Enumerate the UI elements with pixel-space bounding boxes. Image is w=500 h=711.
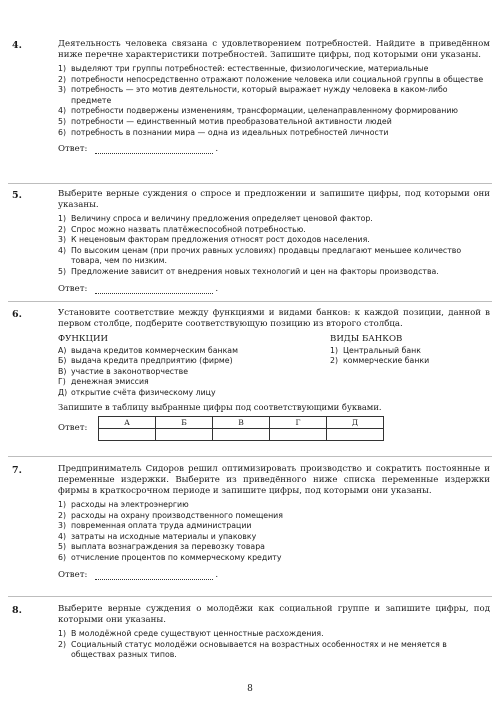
option-item: 4) потребности подвержены изменениям, трансформации, целенаправленному формированию — [58, 106, 458, 116]
option-item: 1) расходы на электроэнергию — [58, 500, 189, 509]
page-number: 8 — [247, 684, 253, 694]
question-5 — [22, 189, 490, 294]
question-4-text: Деятельность человека связана с удовлетворением потребностей. Найдите в приведённом ниже перечне характеристики потребностей. Запишите цифры, под которыми они указаны. — [58, 39, 490, 60]
functions-heading: ФУНКЦИИ — [58, 334, 108, 344]
bank-type-item: 1) Центральный банк — [330, 345, 421, 355]
matching-columns — [58, 334, 490, 399]
question-5-options — [58, 214, 490, 278]
answer-table — [98, 416, 384, 441]
answer-cell[interactable] — [327, 428, 384, 440]
divider — [8, 456, 492, 457]
option-item: 3) потребность — это мотив деятельности, который выражает нужду человека в каком-либо предмете — [58, 85, 448, 105]
answer-field[interactable] — [95, 570, 213, 580]
table-instruction: Запишите в таблицу выбранные цифры под соответствующими буквами. — [58, 401, 382, 412]
answer-label: Ответ: — [58, 283, 88, 294]
answer-label: Ответ: — [58, 569, 88, 580]
question-4-answer: Ответ: . — [58, 144, 219, 155]
question-7-options — [58, 500, 490, 564]
function-item: Г) денежная эмиссия — [58, 377, 149, 387]
option-item: 2) Социальный статус молодёжи основывается на возрастных особенностях и не меняется в обществах разных типов. — [58, 639, 447, 660]
bank-type-item: 2) коммерческие банки — [330, 356, 430, 366]
question-4-number: 4. — [12, 40, 22, 51]
option-item: 5) Предложение зависит от внедрения новых технологий и цен на факторы производства. — [58, 266, 439, 276]
option-item: 1) В молодёжной среде существуют ценностные расхождения. — [58, 629, 324, 638]
question-6 — [22, 308, 490, 441]
question-4 — [22, 39, 490, 154]
answer-label: Ответ: — [58, 144, 88, 155]
option-item: 1) выделяют три группы потребностей: естественные, физиологические, материальные — [58, 64, 429, 73]
option-item: 1) Величину спроса и величину предложения определяет ценовой фактор. — [58, 214, 373, 223]
answer-field[interactable] — [95, 144, 213, 154]
option-item: 6) потребность в познании мира — одна из идеальных потребностей личности — [58, 127, 389, 137]
functions-column — [58, 334, 330, 399]
table-header-cell: Б — [156, 416, 213, 428]
option-item: 3) К неценовым факторам предложения относят рост доходов населения. — [58, 235, 370, 245]
option-item: 2) Спрос можно назвать платёжеспособной потребностью. — [58, 224, 306, 234]
function-item: Б) выдача кредита предприятию (фирме) — [58, 356, 233, 366]
option-item: 4) затраты на исходные материалы и упаковку — [58, 531, 257, 541]
question-7-answer: Ответ: . — [58, 569, 219, 580]
question-6-text: Установите соответствие между функциями и видами банков: к каждой позиции, данной в первом столбце, подберите соответствующую позицию из второго столбца. — [58, 308, 490, 329]
answer-field[interactable] — [95, 284, 213, 294]
table-header-cell: Г — [270, 416, 327, 428]
question-7-text: Предприниматель Сидоров решил оптимизировать производство и сократить постоянные и переменные издержки. Выберите из приведённого ниже списка переменные издержки фирмы в краткосрочном периоде и запишите цифры, под которыми они указаны. — [58, 464, 490, 496]
question-6-number: 6. — [12, 309, 22, 320]
function-item: Д) открытие счёта физическому лицу — [58, 387, 216, 397]
divider — [8, 301, 492, 302]
question-4-options — [58, 64, 490, 138]
answer-cell[interactable] — [213, 428, 270, 440]
option-item: 5) потребности — единственный мотив преобразовательной активности людей — [58, 116, 392, 126]
question-8 — [22, 604, 490, 661]
question-7 — [22, 464, 490, 580]
question-5-text: Выберите верные суждения о спросе и предложении и запишите цифры, под которыми они указаны. — [58, 189, 490, 210]
divider — [8, 596, 492, 597]
question-5-number: 5. — [12, 190, 22, 201]
question-8-number: 8. — [12, 605, 22, 616]
bank-types-heading: ВИДЫ БАНКОВ — [330, 334, 403, 344]
table-header-cell: В — [213, 416, 270, 428]
answer-label: Ответ: — [58, 423, 88, 434]
option-item: 5) выплата вознаграждения за перевозку товара — [58, 542, 265, 552]
option-item: 2) расходы на охрану производственного помещения — [58, 510, 283, 520]
question-8-options — [58, 629, 490, 661]
option-item: 2) потребности непосредственно отражают положение человека или социальной группы в обществе — [58, 74, 484, 84]
option-item: 4) По высоким ценам (при прочих равных условиях) продавцы предлагают меньшее количество товара, чем по низким. — [58, 245, 462, 266]
bank-types-column — [330, 334, 490, 399]
question-5-answer: Ответ: . — [58, 283, 219, 294]
table-header-cell: А — [99, 416, 156, 428]
option-item: 6) отчисление процентов по коммерческому кредиту — [58, 552, 282, 562]
question-7-number: 7. — [12, 465, 22, 476]
option-item: 3) повременная оплата труда администрации — [58, 521, 252, 531]
question-8-text: Выберите верные суждения о молодёжи как социальной группе и запишите цифры, под которыми они указаны. — [58, 604, 490, 625]
function-item: В) участие в законотворчестве — [58, 366, 188, 376]
answer-cell[interactable] — [270, 428, 327, 440]
answer-cell[interactable] — [99, 428, 156, 440]
question-6-answer — [58, 416, 490, 441]
table-header-cell: Д — [327, 416, 384, 428]
answer-cell[interactable] — [156, 428, 213, 440]
divider — [8, 183, 492, 184]
function-item: А) выдача кредитов коммерческим банкам — [58, 345, 238, 355]
